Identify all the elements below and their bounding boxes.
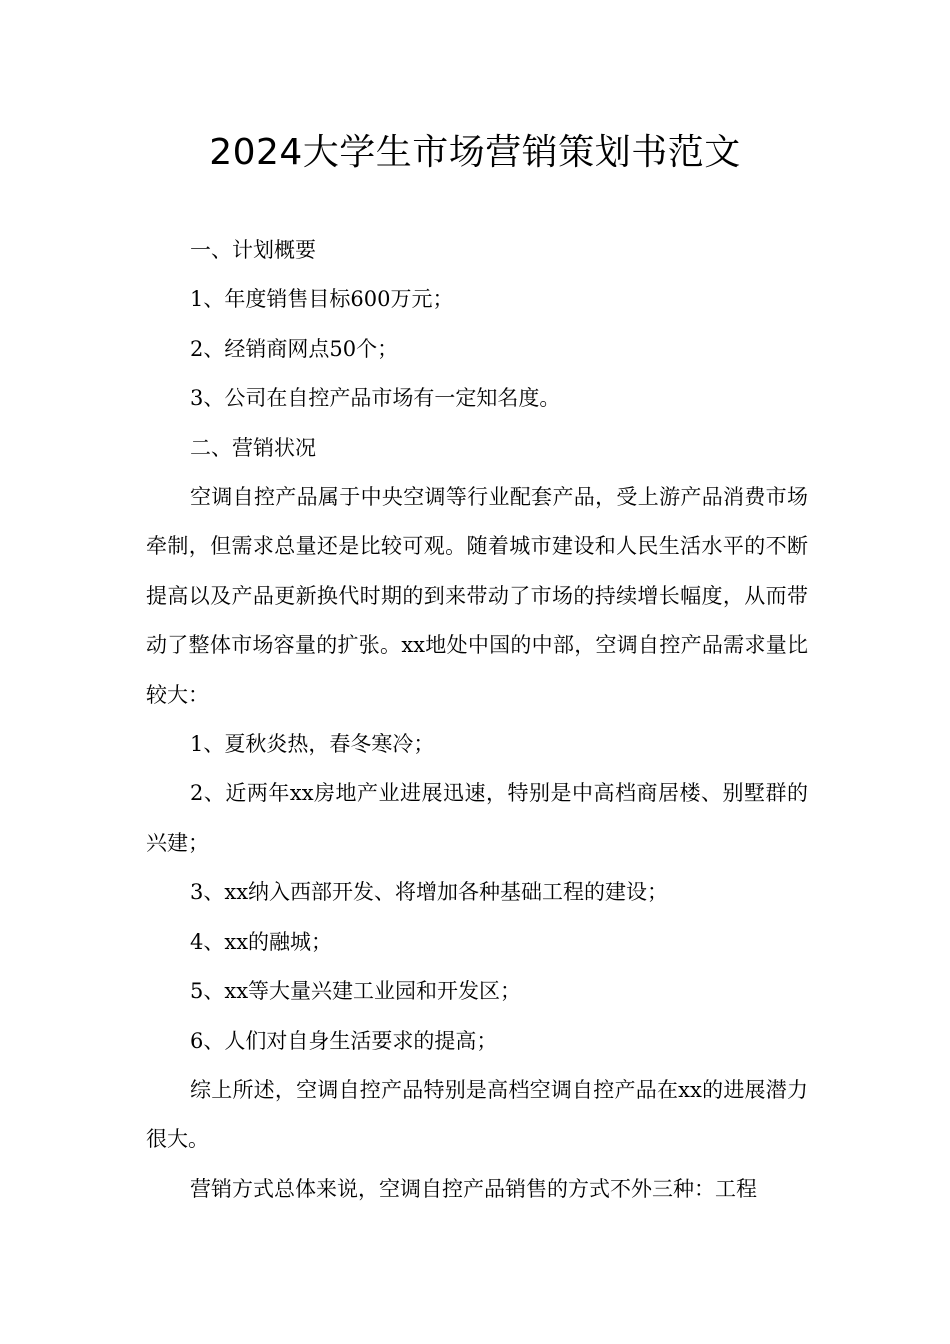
list-item: 4、xx的融城； <box>190 929 333 954</box>
list-item: 3、xx纳入西部开发、将增加各种基础工程的建设； <box>190 880 669 905</box>
body-paragraph: 营销方式总体来说，空调自控产品销售的方式不外三种：工程 <box>190 1176 757 1201</box>
body-paragraph: 空调自控产品属于中央空调等行业配套产品，受上游产品消费市场牵制，但需求总量还是比较可观。随着城市建设和人民生活水平的不断提高以及产品更新换代时期的到来带动了市场的持续增长幅度，从而带动了整体市场容量的扩张。xx地处中国的中部，空调自控产品需求量比较大： <box>146 485 808 707</box>
document-title: 2024大学生市场营销策划书范文 <box>209 132 741 173</box>
list-item: 2、经销商网点50个； <box>190 336 399 361</box>
body-paragraph: 综上所述，空调自控产品特别是高档空调自控产品在xx的进展潜力很大。 <box>146 1077 808 1152</box>
list-item: 6、人们对自身生活要求的提高； <box>190 1028 498 1053</box>
section-heading-marketing-status: 二、营销状况 <box>190 435 316 460</box>
document-body <box>146 226 808 1214</box>
list-item: 5、xx等大量兴建工业园和开发区； <box>190 979 522 1004</box>
list-item: 1、年度销售目标600万元； <box>190 287 454 312</box>
list-item: 1、夏秋炎热，春冬寒冷； <box>190 732 435 757</box>
section-heading-plan-summary: 一、计划概要 <box>190 238 316 262</box>
list-item: 3、公司在自控产品市场有一定知名度。 <box>190 386 561 411</box>
list-item: 2、近两年xx房地产业进展迅速，特别是中高档商居楼、别墅群的兴建； <box>146 781 808 855</box>
